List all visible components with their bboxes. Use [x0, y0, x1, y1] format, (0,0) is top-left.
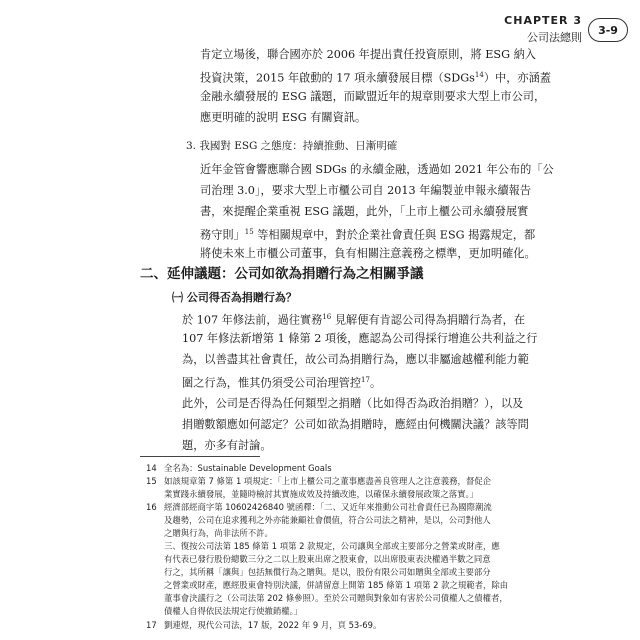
footnote-16: 16 經濟部經商字第 10602426840 號函釋：「二、又近年來推動公司社會責任已為國際潮流 — [146, 502, 492, 512]
section-heading: 二、延伸議題：公司如欲為捐贈行為之相關爭議 — [140, 266, 424, 282]
chapter-label: CHAPTER 3 — [504, 14, 582, 27]
running-header — [504, 14, 582, 45]
footnote-ref-16[interactable]: 16 — [322, 313, 332, 321]
para3-line-4: 圍之行為，惟其仍須受公司治理管控$^{17}$。 — [182, 376, 382, 390]
para2-line-5: 將使未來上市櫃公司董事，負有相關注意義務之標準，更加明確化。 — [200, 247, 536, 260]
footnote-ref-15[interactable]: 15 — [244, 228, 254, 236]
chapter-title: 公司法總則 — [527, 31, 582, 44]
page-number-badge: 3-9 — [588, 18, 628, 42]
footnote-16-line-6: 行之，其所稱「讓與」包括無償行為之贈與。是以，股份有限公司如贈與全部或主要部分 — [164, 567, 491, 577]
footnote-16-line-4: 三、復按公司法第 185 條第 1 項第 2 款規定，公司讓與全部或主要部分之營業或財產，應 — [164, 541, 500, 551]
footnote-16-line-3: 之贈與行為，尚非法所不許。 — [164, 528, 273, 538]
footnote-15-line-2: 業實踐永續發展，並隨時檢討其實施成效及持續改進，以確保永續發展政策之落實。」 — [164, 489, 479, 499]
footnote-16-line-7: 之營業或財產，應經股東會特別決議，併請留意上開第 185 條第 1 項第 2 款之規範者，除由 — [164, 580, 509, 590]
para1-line-2: 投資決策，2015 年啟動的 17 項永續發展目標（SDGs$^{14}$）中，亦涵蓋 — [200, 71, 551, 85]
para3-line-2: 107 年修法新增第 1 條第 2 項後，應認為公司得採行增進公共利益之行 — [182, 332, 538, 345]
list-item-3-title: 3. 我國對 ESG 之態度：持續推動、日漸明確 — [186, 140, 398, 152]
para1-line-4: 應更明確的說明 ESG 有關資訊。 — [200, 111, 367, 124]
sub-heading: ㈠ 公司得否為捐贈行為？ — [172, 291, 297, 304]
footnote-16-line-9: 債權人自得依民法規定行使撤銷權。」 — [164, 606, 303, 616]
footnote-17: 17 劉連煜，現代公司法，17 版，2022 年 9 月，頁 53-69。 — [146, 620, 382, 630]
para4-line-2: 捐贈數額應如何認定？公司如欲為捐贈時，應經由何機關決議？該等問 — [182, 418, 529, 431]
footnote-divider — [140, 456, 260, 457]
para4-line-1: 此外，公司是否得為任何類型之捐贈（比如得否為政治捐贈？），以及 — [182, 397, 524, 410]
para2-line-4: 務守則」$^{15}$ 等相關規章中，對於企業社會責任與 ESG 揭露規定，都 — [200, 228, 536, 242]
para2-line-2: 司治理 3.0」，要求大型上市櫃公司自 2013 年編製並申報永續報告 — [200, 184, 532, 197]
para1-line-1: 肯定立場後，聯合國亦於 2006 年提出責任投資原則，將 ESG 納入 — [200, 48, 536, 61]
footnote-16-line-5: 有代表已發行股份總數三分之二以上股東出席之股東會，以出席股東表決權過半數之同意 — [164, 554, 491, 564]
footnote-16-line-8: 董事會決議行之（公司法第 202 條參照）。至於公司贈與對象如有害於公司債權人之債權者， — [164, 593, 508, 603]
para1-line-3: 金融永續發展的 ESG 議題，而歐盟近年的規章則要求大型上市公司， — [200, 90, 546, 103]
footnote-15: 15 如該規章第 7 條第 1 項規定：「上市上櫃公司之董事應盡善良管理人之注意義務，督促企 — [146, 476, 491, 486]
para3-line-1: 於 107 年修法前，過往實務$^{16}$ 見解便有肯認公司得為捐贈行為者，在 — [182, 313, 526, 327]
para2-line-1: 近年金管會響應聯合國 SDGs 的永續金融，透過如 2021 年公布的「公 — [200, 163, 554, 176]
para4-line-3: 題，亦多有討論。 — [182, 439, 272, 452]
para2-line-3: 書，來提醒企業重視 ESG 議題，此外，「上市上櫃公司永續發展實 — [200, 205, 529, 218]
footnote-ref-14[interactable]: 14 — [474, 71, 484, 79]
footnote-14: 14 全名為：Sustainable Development Goals — [146, 463, 332, 473]
footnote-16-line-2: 及趨勢，公司在追求獲利之外亦能兼顧社會價值，符合公司法之精神，是以，公司對他人 — [164, 515, 491, 525]
footnote-ref-17[interactable]: 17 — [361, 376, 370, 384]
para3-line-3: 為，以善盡其社會責任，故公司為捐贈行為，應以非屬逾越權利能力範 — [182, 353, 529, 366]
